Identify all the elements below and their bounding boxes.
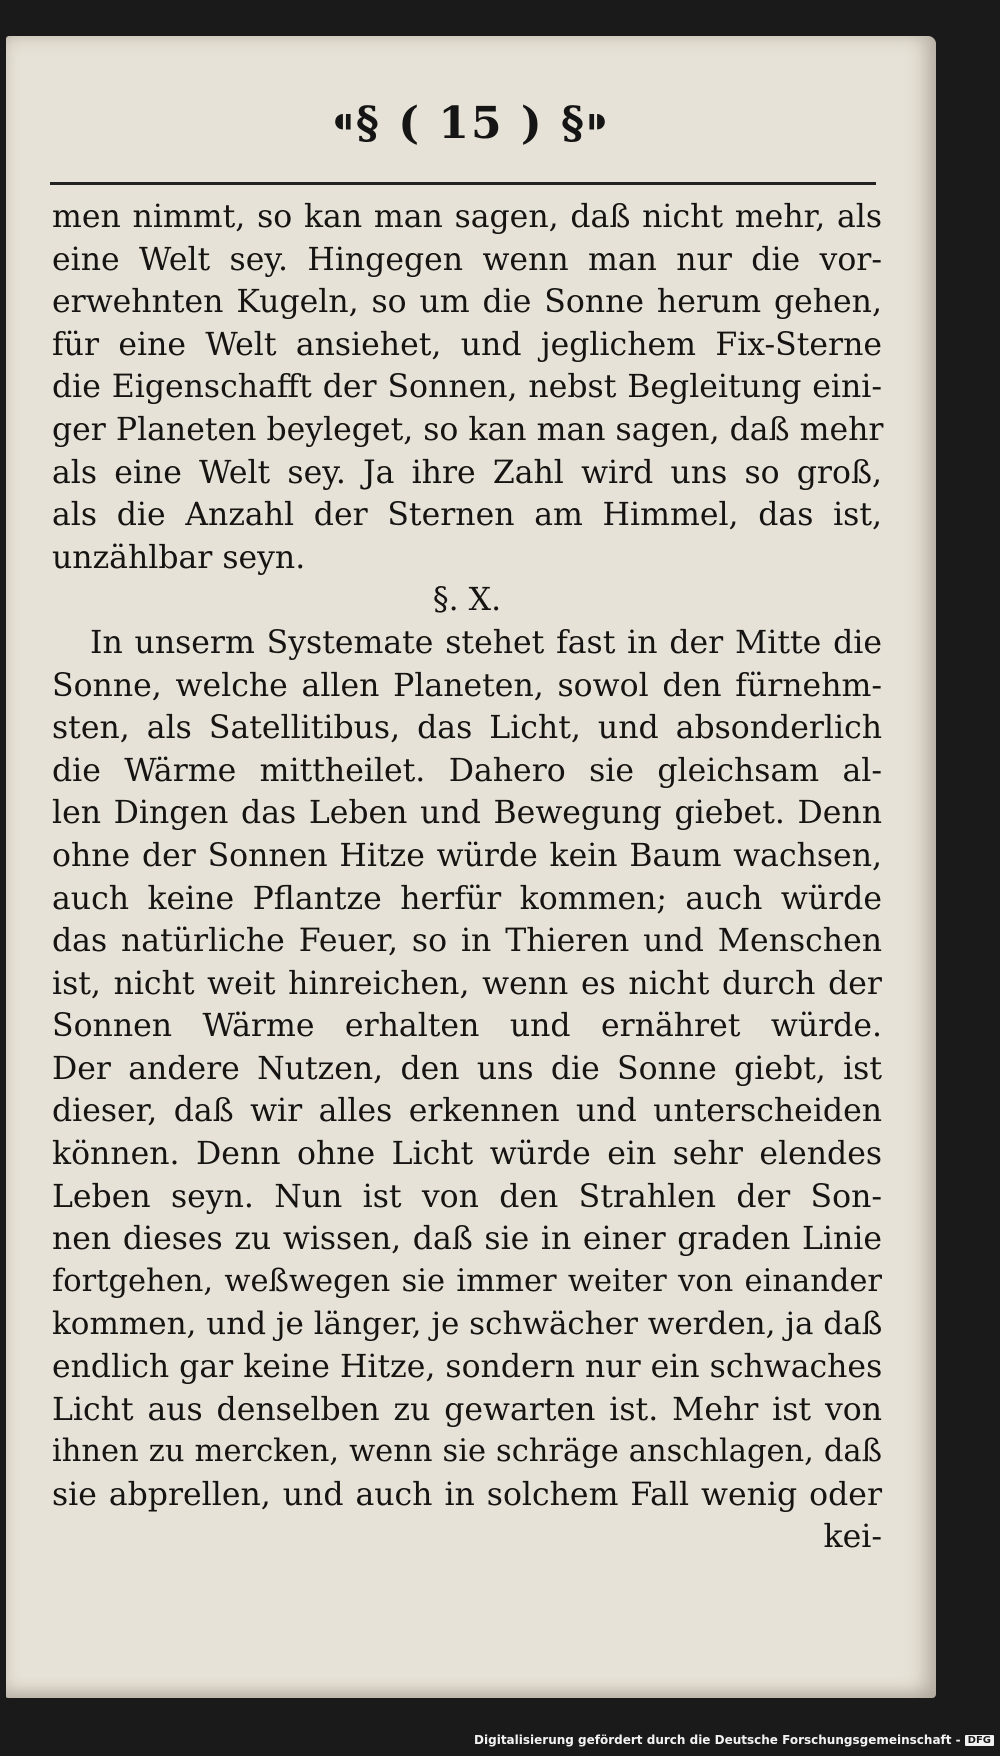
text-line: können. Denn ohne Licht würde ein sehr elendes (52, 1136, 882, 1173)
text-line: das natürliche Feuer, so in Thieren und Menschen (52, 923, 882, 960)
text-line: In unserm Systemate stehet fast in der Mitte die (90, 624, 882, 661)
header-rule (50, 182, 876, 185)
text-line: Sonnen Wärme erhalten und ernähret würde. (52, 1008, 882, 1045)
book-page (6, 36, 936, 1698)
text-line: die Eigenschafft der Sonnen, nebst Begleitung eini- (52, 369, 882, 406)
text-line: ger Planeten beyleget, so kan man sagen, daß mehr (52, 411, 884, 448)
text-line: endlich gar keine Hitze, sondern nur ein schwaches (52, 1349, 883, 1386)
text-line: Licht aus denselben zu gewarten ist. Mehr ist von (52, 1391, 882, 1428)
text-line: Sonne, welche allen Planeten, sowol den fürnehm- (52, 667, 882, 704)
text-line: Leben seyn. Nun ist von den Strahlen der Son- (52, 1178, 882, 1215)
page-text (52, 196, 882, 1559)
text-line: die Wärme mittheilet. Dahero sie gleichsam al- (52, 752, 882, 789)
credit-text: Digitalisierung gefördert durch die Deutsche Forschungsgemeinschaft - (474, 1733, 961, 1747)
text-line: Der andere Nutzen, den uns die Sonne giebt, ist (52, 1050, 882, 1087)
text-line: unzählbar seyn. (52, 539, 306, 576)
text-line: sten, als Satellitibus, das Licht, und absonderlich (52, 710, 882, 747)
text-line: für eine Welt ansiehet, und jeglichem Fix-Sterne (52, 326, 882, 363)
catchword: kei- (823, 1519, 882, 1556)
text-line: kommen, und je länger, je schwächer werden, ja daß (52, 1306, 883, 1343)
digitization-credit (474, 1730, 994, 1750)
section-heading: §. X. (432, 582, 502, 619)
dfg-logo: DFG (965, 1735, 994, 1746)
text-line: als die Anzahl der Sternen am Himmel, das ist, (52, 497, 882, 534)
text-line: dieser, daß wir alles erkennen und unterscheiden (52, 1093, 882, 1130)
text-line: eine Welt sey. Hingegen wenn man nur die vor- (52, 241, 882, 278)
text-line: erwehnten Kugeln, so um die Sonne herum gehen, (52, 284, 882, 321)
text-line: ohne der Sonnen Hitze würde kein Baum wachsen, (52, 837, 882, 874)
text-line: auch keine Pflantze herfür kommen; auch würde (52, 880, 882, 917)
text-line: nen dieses zu wissen, daß sie in einer graden Linie (52, 1221, 882, 1258)
text-line: men nimmt, so kan man sagen, daß nicht mehr, als (52, 199, 882, 235)
text-line: als eine Welt sey. Ja ihre Zahl wird uns so groß, (52, 454, 882, 491)
text-line: len Dingen das Leben und Bewegung giebet. Denn (52, 795, 882, 832)
page-header: ⁌§ ( 15 ) §⁍ (331, 98, 611, 149)
text-line: ihnen zu mercken, wenn sie schräge anschlagen, daß (52, 1434, 882, 1470)
text-line: fortgehen, weßwegen sie immer weiter von einander (52, 1263, 882, 1299)
text-line: sie abprellen, und auch in solchem Fall wenig oder (52, 1476, 882, 1513)
text-line: ist, nicht weit hinreichen, wenn es nicht durch der (52, 965, 882, 1002)
